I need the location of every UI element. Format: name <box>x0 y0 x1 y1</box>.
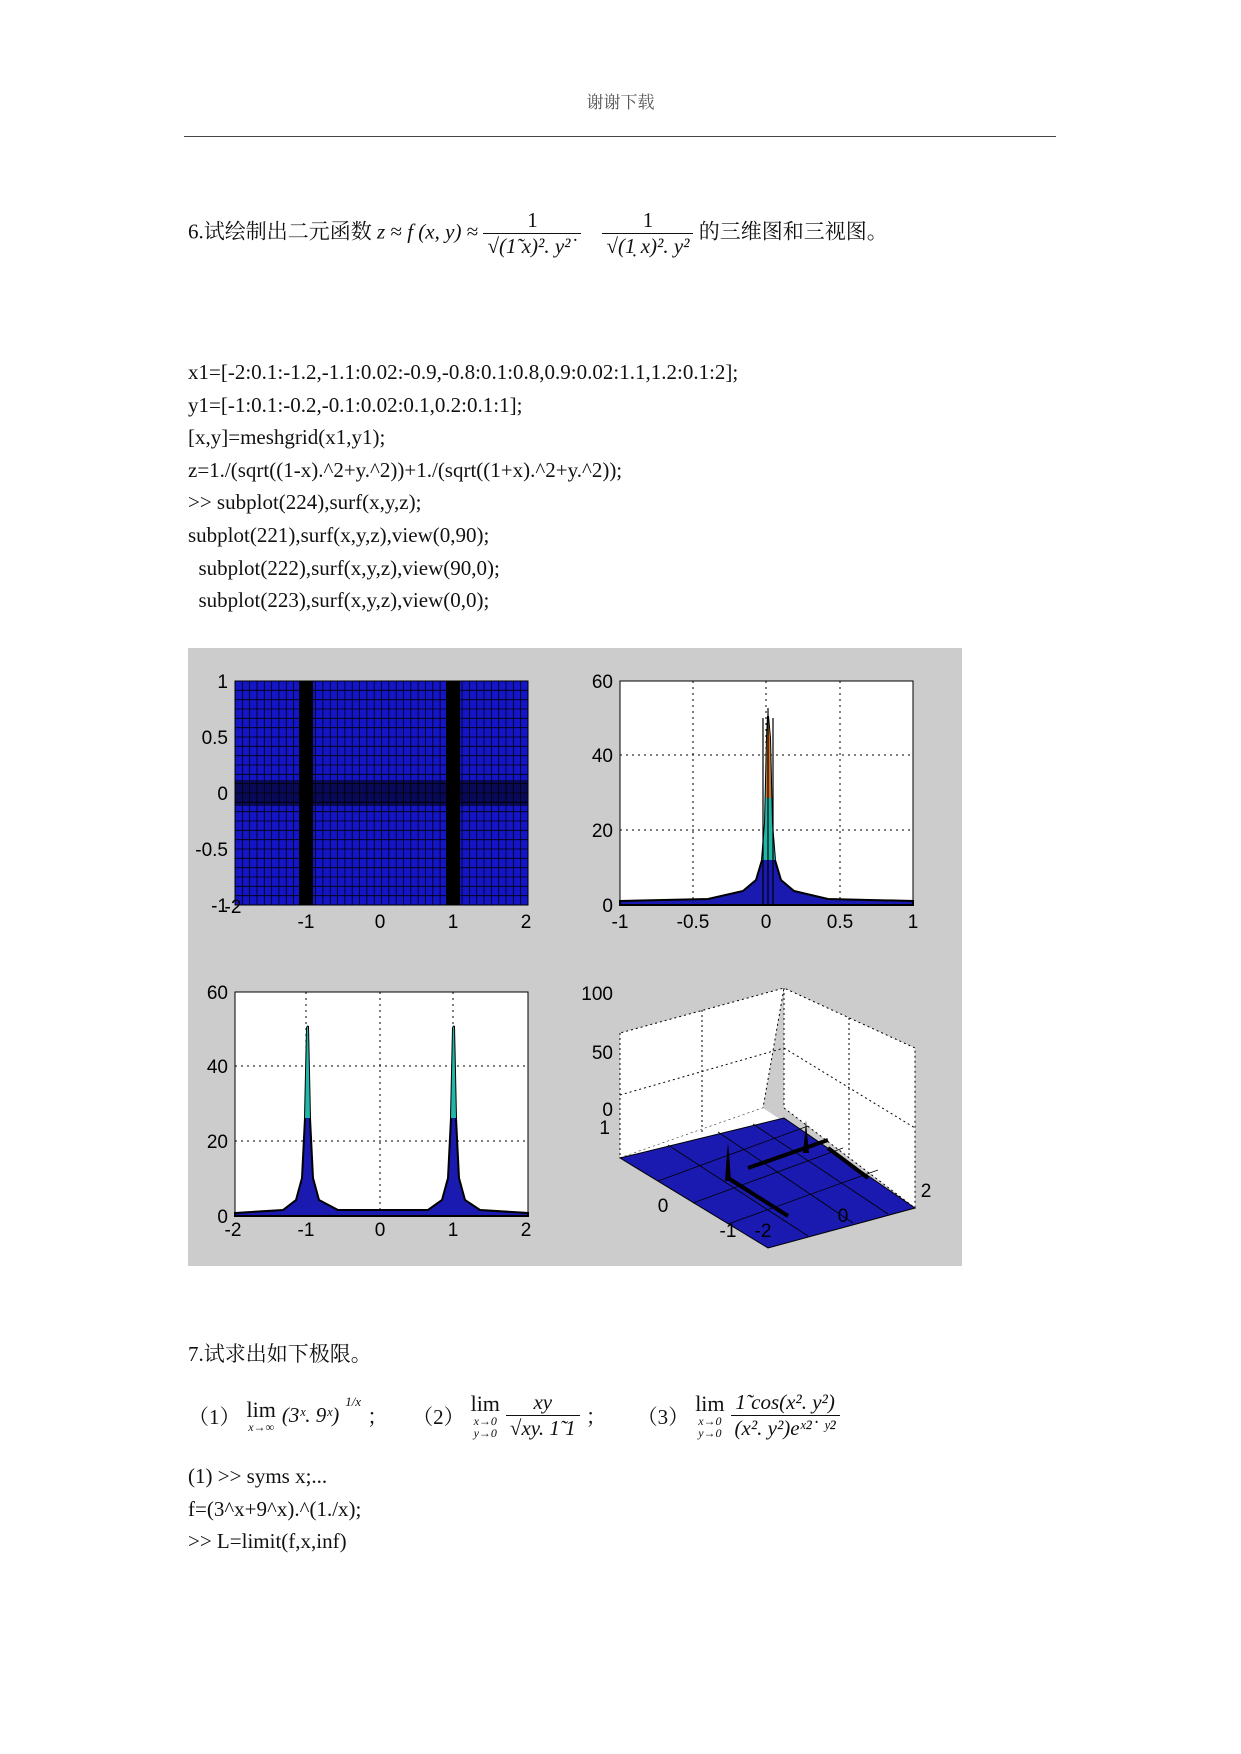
plot224-ztick: 0 <box>602 1100 613 1121</box>
plot221-ytick: 0.5 <box>201 728 228 749</box>
code-line: [x,y]=meshgrid(x1,y1); <box>188 425 386 450</box>
plot224-ytick: 0 <box>657 1196 669 1217</box>
q7-part2-lim: lim x→0 y→0 <box>470 1390 500 1440</box>
q6-fxy: f (x, y) <box>407 219 462 244</box>
plot222-xtick: -1 <box>611 912 629 933</box>
q6-prefix: 6.试绘制出二元函数 <box>188 219 372 244</box>
q7-part2-fraction: $\frac{xy}{√xy. 1̃ 1}$ <box>506 1390 580 1441</box>
plot223-xtick: 0 <box>374 1220 386 1241</box>
answer-line: (1) >> syms x;... <box>188 1464 328 1488</box>
figure-canvas <box>188 648 962 1266</box>
plot221-xtick: 2 <box>520 912 532 933</box>
plot222-xtick: 1 <box>907 912 919 933</box>
q7-part1-lim: lim x→∞ <box>246 1396 276 1434</box>
q7-part2-end: ； <box>585 1404 607 1429</box>
subplot-222 <box>592 672 918 933</box>
plot223-ytick: 60 <box>206 983 228 1004</box>
plot223-axes <box>235 992 528 1216</box>
answer-line: f=(3^x+9^x).^(1./x); <box>188 1496 362 1521</box>
code-line: subplot(222),surf(x,y,z),view(90,0); <box>188 555 500 580</box>
q7-part3-fraction: $\frac{\text{1̃ cos(x². y²)}}{\text{(x². y²)eˣ²˙ ʸ²}}$ <box>731 1390 840 1441</box>
question-7-formulas <box>188 1390 840 1441</box>
q6-z: z <box>377 219 386 244</box>
plot221-xtick: 0 <box>374 912 386 933</box>
plot222-ytick: 0 <box>602 896 613 917</box>
plot223-xtick: 2 <box>520 1220 532 1241</box>
subplot-223 <box>207 983 531 1241</box>
plot223-xtick: -1 <box>297 1220 315 1241</box>
matlab-figure <box>188 648 962 1266</box>
plot224-xtick: 0 <box>837 1206 849 1227</box>
plot221-xtick: -1 <box>297 912 315 933</box>
subplot-224 <box>581 984 931 1248</box>
plot222-ytick: 40 <box>591 746 613 767</box>
plot224-xtick: -2 <box>754 1221 772 1242</box>
plot223-xtick: -2 <box>224 1220 242 1241</box>
plot223-ytick: 20 <box>206 1132 228 1153</box>
plot222-ytick: 20 <box>591 821 613 842</box>
answer-code <box>188 1460 361 1558</box>
plot221-xtick: 1 <box>447 912 459 933</box>
header-rule <box>184 136 1056 137</box>
q6-eq2: ≈ <box>466 219 484 244</box>
plot223-ytick: 0 <box>217 1207 228 1228</box>
plot221-ytick: -0.5 <box>195 840 228 861</box>
question-6 <box>188 208 888 259</box>
subplot-221 <box>195 672 531 933</box>
question-7-title: 7.试求出如下极限。 <box>188 1342 372 1366</box>
code-line: subplot(223),surf(x,y,z),view(0,0); <box>188 588 490 613</box>
q7-part1-exponent: 1/x <box>345 1393 362 1409</box>
q7-part1-end: ； <box>367 1404 389 1429</box>
plot224-ytick: 1 <box>599 1118 610 1139</box>
q6-suffix: 的三维图和三视图。 <box>698 219 888 244</box>
q7-part1-body: (3ˣ. 9ˣ) <box>281 1403 340 1427</box>
q7-part3-lim: lim x→0 y→0 <box>695 1390 725 1440</box>
code-line: subplot(221),surf(x,y,z),view(0,90); <box>188 522 490 547</box>
plot222-xtick: -0.5 <box>676 912 710 933</box>
plot222-xtick: 0 <box>760 912 772 933</box>
q6-fraction-2: $\frac{1}{\text{√(1̣ x)². y²}}$ <box>602 208 693 259</box>
page-header: 谢谢下载 <box>586 93 655 113</box>
plot221-ytick: 1 <box>217 672 228 693</box>
plot222-ytick: 60 <box>591 672 613 693</box>
answer-line: >> L=limit(f,x,inf) <box>188 1529 347 1554</box>
plot223-xtick: 1 <box>447 1220 459 1241</box>
q6-fraction-1: $\frac{1}{\text{√(1̃ x)². y²˙}}$ <box>483 208 581 259</box>
plot224-ztick: 100 <box>581 984 613 1005</box>
code-line: z=1./(sqrt((1-x).^2+y.^2))+1./(sqrt((1+x).^2+y.^2)); <box>188 457 623 482</box>
code-line: >> subplot(224),surf(x,y,z); <box>188 490 422 515</box>
code-line: x1=[-2:0.1:-1.2,-1.1:0.02:-0.9,-0.8:0.1:0.8,0.9:0.02:1.1,1.2:0.1:2]; <box>188 360 739 384</box>
plot224-ztick: 50 <box>591 1043 613 1064</box>
matlab-code <box>188 356 738 617</box>
plot221-dense-band-center <box>235 780 528 806</box>
plot221-ytick: -1 <box>211 896 228 917</box>
plot221-xtick: -2 <box>224 897 242 918</box>
q7-part2-label: （2） <box>412 1404 465 1429</box>
code-line: y1=[-1:0.1:-0.2,-0.1:0.02:0.1,0.2:0.1:1]; <box>188 392 523 417</box>
plot224-ytick: -1 <box>719 1221 737 1242</box>
plot222-xtick: 0.5 <box>826 912 854 933</box>
plot223-ytick: 40 <box>206 1057 228 1078</box>
q7-part1-label: （1） <box>188 1404 241 1429</box>
plot221-ytick: 0 <box>217 784 228 805</box>
plot224-xtick: 2 <box>920 1181 932 1202</box>
q7-part3-label: （3） <box>636 1404 690 1429</box>
q6-eq1: ≈ <box>390 219 408 244</box>
